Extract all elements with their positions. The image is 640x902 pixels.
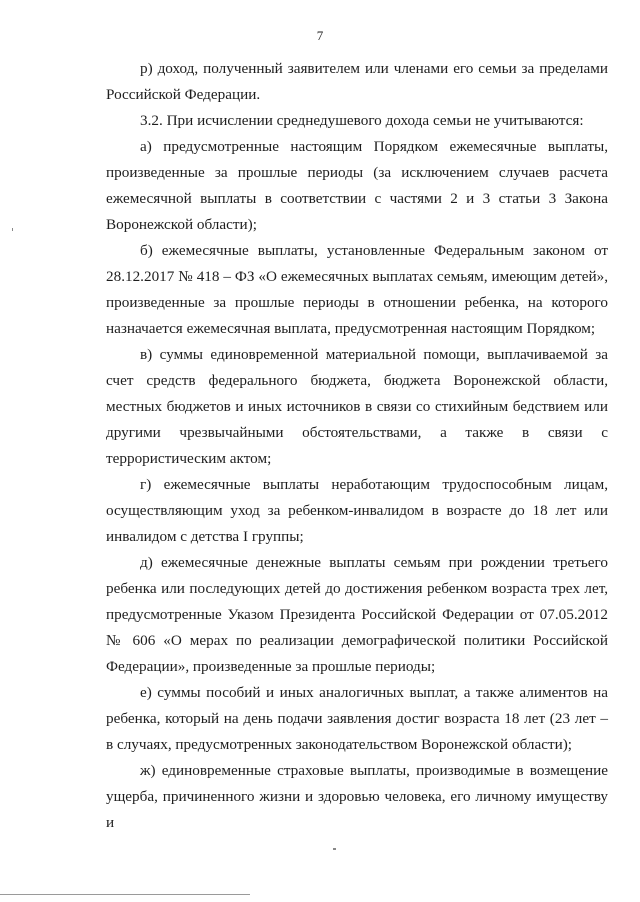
paragraph-d: д) ежемесячные денежные выплаты семьям при рождении третьего ребенка или последующих детей до достижения ребенком возраста трех лет, предусмотренные Указом Президента Российской Федерации от 07.05.2012 № 606 «О мерах по реализации демографической политики Российской Федерации», произведенные за прошлые периоды;	[106, 554, 608, 675]
paragraph-e: е) суммы пособий и иных аналогичных выплат, а также алиментов на ребенка, который на день подачи заявления достиг возраста 18 лет (23 лет – в случаях, предусмотренных законодательством Воронежской области);	[106, 684, 608, 753]
scan-edge-line	[0, 894, 250, 895]
scan-artifact-dot	[12, 228, 13, 231]
paragraph-g: г) ежемесячные выплаты неработающим трудоспособным лицам, осуществляющим уход за ребенком-инвалидом в возрасте до 18 лет или инвалидом с детства I группы;	[106, 476, 608, 545]
paragraph-a: а) предусмотренные настоящим Порядком ежемесячные выплаты, произведенные за прошлые периоды (за исключением случаев расчета ежемесячной выплаты в соответствии с частями 2 и 3 статьи 3 Закона Воронежской области);	[106, 138, 608, 233]
paragraph-zh: ж) единовременные страховые выплаты, производимые в возмещение ущерба, причиненного жизни и здоровью человека, его личному имуществу и	[106, 762, 608, 831]
page-number: 7	[316, 28, 324, 43]
document-body	[106, 56, 608, 836]
scan-artifact-dot	[333, 848, 336, 850]
paragraph-v: в) суммы единовременной материальной помощи, выплачиваемой за счет средств федерального бюджета, бюджета Воронежской области, местных бюджетов и иных источников в связи со стихийным бедствием или другими чрезвычайными обстоятельствами, а также в связи с террористическим актом;	[106, 346, 608, 467]
paragraph-r-foreign-income: р) доход, полученный заявителем или членами его семьи за пределами Российской Федерации.	[106, 60, 608, 103]
paragraph-3-2-heading: 3.2. При исчислении среднедушевого дохода семьи не учитываются:	[140, 112, 584, 129]
paragraph-b: б) ежемесячные выплаты, установленные Федеральным законом от 28.12.2017 № 418 – ФЗ «О ежемесячных выплатах семьям, имеющим детей», произведенные за прошлые периоды в отношении ребенка, на которого назначается ежемесячная выплата, предусмотренная настоящим Порядком;	[106, 242, 608, 337]
